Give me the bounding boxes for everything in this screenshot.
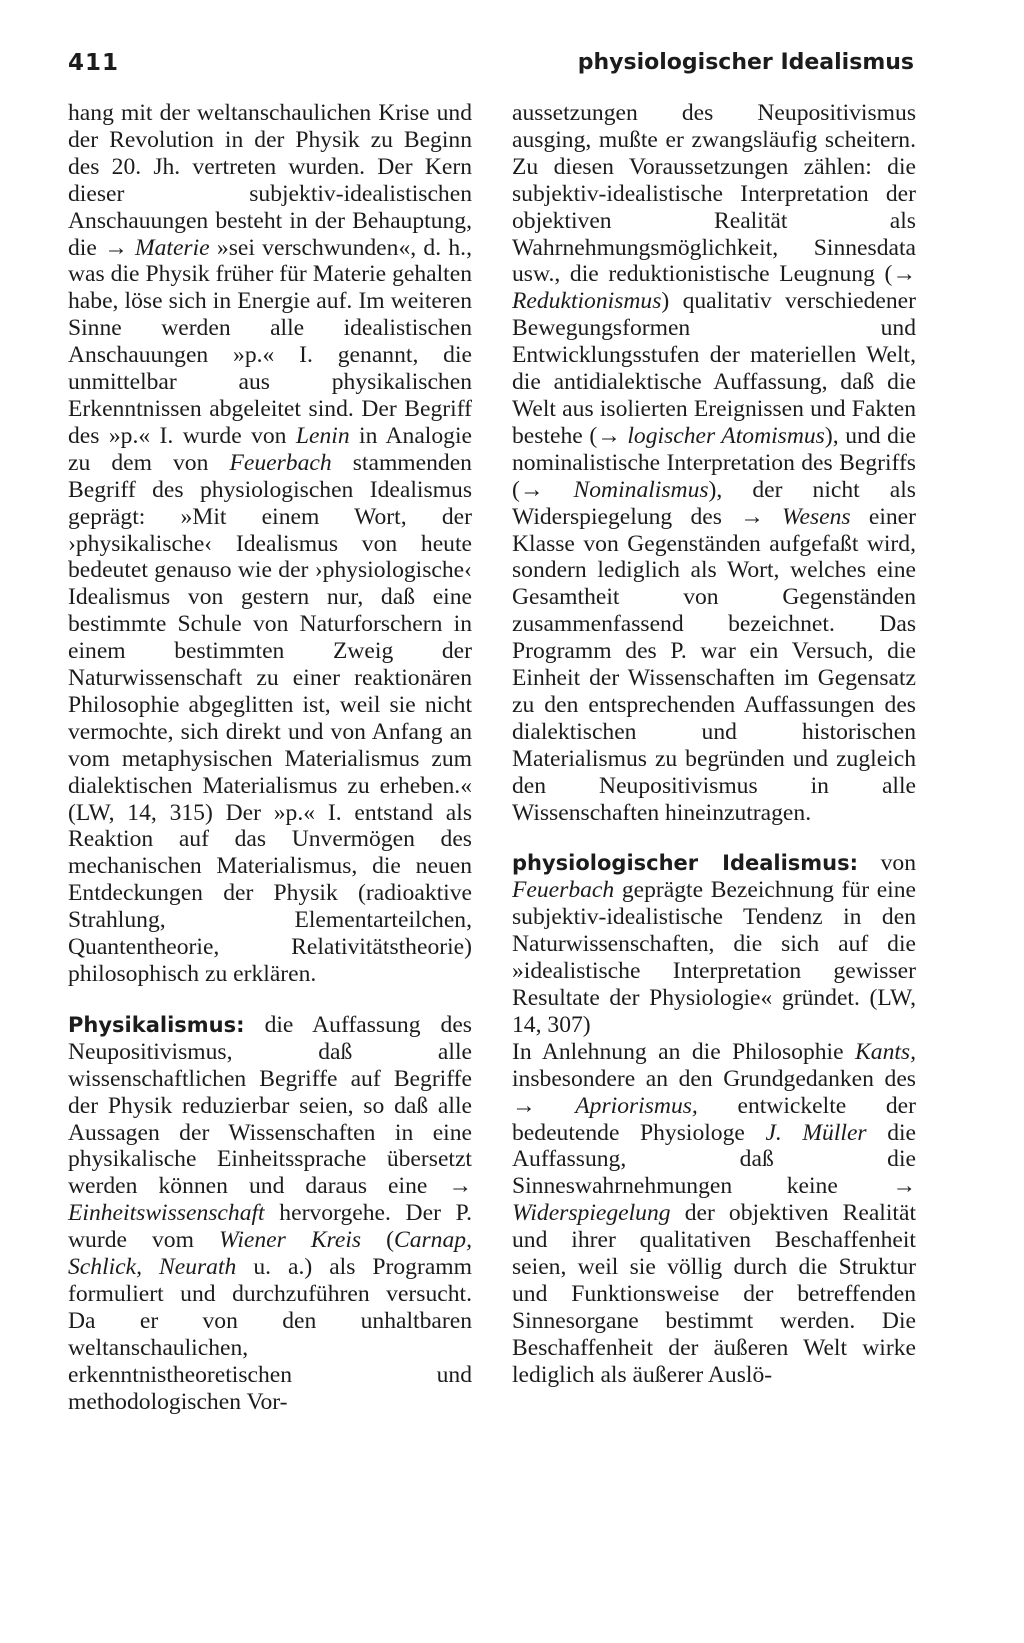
cited-group: Wiener Kreis — [218, 1227, 362, 1254]
cited-author: Kants, — [855, 1038, 916, 1065]
entry-physiologischer-idealismus: physiologischer Idealismus: von Feuerbach geprägte Bezeichnung für eine subjektiv-idealistische Tendenz in den Naturwissenschaften, die sich auf die »idealistische Interpretation gewisser Resultate der Physiologie« gründet. (LW, 14, 307) — [512, 850, 916, 1038]
cross-reference: Materie — [134, 234, 210, 261]
cross-reference: Nominalismus — [573, 476, 709, 503]
cited-author: Feuerbach — [512, 877, 615, 904]
entry-physikalismus-continued: aussetzungen des Neupositivismus ausging, mußte er zwangsläufig scheitern. Zu diesen Voraussetzungen zählen: die subjektiv-idealistische Interpretation der objektiven Realität als Wahrnehmungsmöglichkeit, Sinnesdata usw., die reduktionistische Leugnung (→ Reduktionismus) qualitativ verschiedener Bewegungsformen und Entwicklungsstufen der materiellen Welt, die antidialektische Auffassung, daß die Welt aus isolierten Ereignissen und Fakten bestehe (→ logischer Atomismus), und die nominalistische Interpretation des Begriffs (→ Nominalismus), der nicht als Widerspiegelung des → Wesens einer Klasse von Gegenständen aufgefaßt wird, sondern lediglich als Wort, welches eine Gesamtheit von Gegenständen zusammenfassend bezeichnet. Das Programm des P. war ein Versuch, die Einheit der Wissenschaften im Gegensatz zu den entsprechenden Auffassungen des dialektischen und historischen Materialismus zu begründen und zugleich den Neupositivismus in alle Wissenschaften hineinzutragen. — [512, 100, 916, 826]
left-column — [68, 100, 472, 1416]
cross-reference: Wesens — [782, 503, 851, 530]
running-head: physiologischer Idealismus — [577, 50, 914, 75]
entry-physikalismus: Physikalismus: die Auffassung des Neupositivismus, daß alle wissenschaftlichen Begriffe auf Begriffe der Physik reduzierbar seien, so daß alle Aussagen der Wissenschaften in eine physikalische Einheitssprache übersetzt werden können und daraus eine → Einheitswissenschaft hervorgehe. Der P. wurde vom Wiener Kreis (Carnap, Schlick, Neurath u. a.) als Programm formuliert und durchzuführen versucht. Da er von den unhaltbaren weltanschaulichen, erkenntnistheoretischen und methodologischen Vor- — [68, 1011, 473, 1415]
cross-reference: Einheitswissenschaft — [68, 1200, 265, 1227]
entry-headword: Physikalismus: — [68, 1012, 245, 1037]
page-number: 411 — [68, 50, 120, 76]
cross-reference: logischer Atomismus — [627, 422, 825, 449]
entry-continuation-paragraph: hang mit der weltanschaulichen Krise und der Revolution in der Physik zu Beginn des 20. Jh. vertreten wurden. Der Kern dieser subjektiv-idealistischen Anschauungen besteht in der Behauptung, die → Materie »sei verschwunden«, d. h., was die Physik früher für Materie gehalten habe, löse sich in Energie auf. Im weiteren Sinne werden alle idealistischen Anschauungen »p.« I. genannt, die unmittelbar aus physikalischen Erkenntnissen abgeleitet sind. Der Begriff des »p.« I. wurde von Lenin in Analogie zu dem von Feuerbach stammenden Begriff des physiologischen Idealismus geprägt: »Mit einem Wort, der ›physikalische‹ Idealismus von heute bedeutet genauso wie der ›physiologische‹ Idealismus von gestern nur, daß eine bestimmte Schule von Naturforschern in einem bestimmten Zweig der Naturwissenschaft zu einer reaktionären Philosophie abgeglitten ist, weil sie nicht vermochte, sich direkt und von Anfang an vom metaphysischen Materialismus zum dialektischen Materialismus zu erheben.« (LW, 14, 315) Der »p.« I. entstand als Reaktion auf das Unvermögen des mechanischen Materialismus, die neuen Entdeckungen der Physik (radioaktive Strahlung, Elementarteilchen, Quantentheorie, Relativitätstheorie) philosophisch zu erklären. — [68, 100, 472, 987]
cited-author: Lenin — [295, 422, 350, 449]
right-column — [512, 100, 916, 1389]
cross-reference: Widerspiegelung — [512, 1200, 671, 1227]
cited-author: J. Müller — [765, 1119, 867, 1146]
entry-headword: physiologischer Idealismus: — [512, 851, 859, 876]
cited-author: Feuerbach — [229, 449, 332, 476]
entry-paragraph: In Anlehnung an die Philosophie Kants, insbesondere an den Grundgedanken des → Apriorismus, entwickelte der bedeutende Physiologe J. Müller die Auffassung, daß die Sinneswahrnehmungen keine → Widerspiegelung der objektiven Realität und ihrer qualitativen Beschaffenheit seien, weil sie völlig durch die Struktur und Funktionsweise der betreffenden Sinnesorgane bestimmt werden. Die Beschaffenheit der äußeren Welt wirke lediglich als äußerer Auslö- — [512, 1038, 917, 1388]
cross-reference: Apriorismus, — [575, 1092, 698, 1119]
cross-reference: Reduktionismus — [512, 288, 662, 315]
cited-authors: Carnap, Schlick, Neurath — [68, 1227, 472, 1281]
